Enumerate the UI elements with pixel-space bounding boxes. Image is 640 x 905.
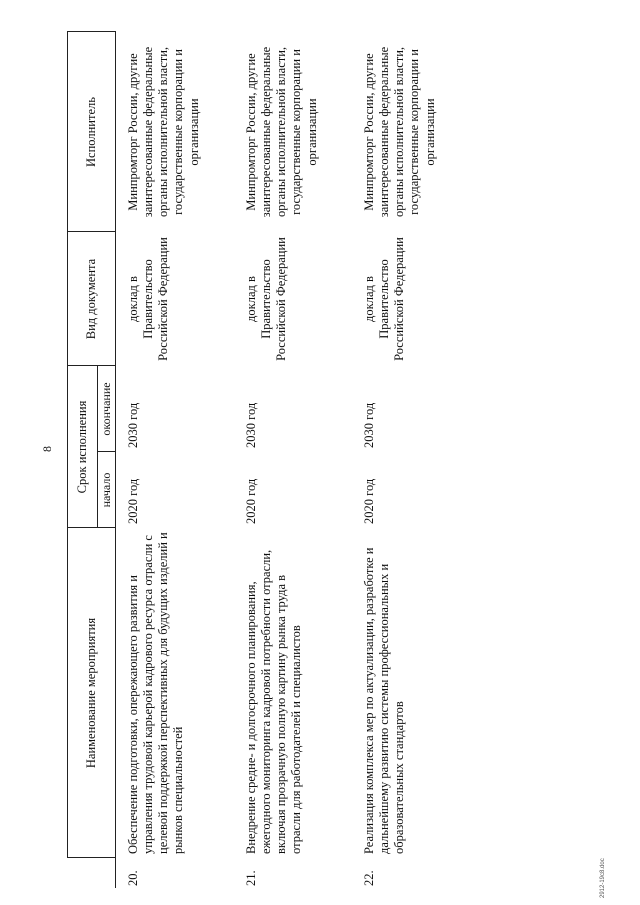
header-name: Наименование мероприятия: [68, 528, 116, 858]
header-term-end: окончание: [98, 366, 116, 452]
row-end: 2030 год: [361, 402, 376, 448]
header-term-start: начало: [98, 452, 116, 528]
row-number: 20.: [125, 870, 140, 886]
row-measure-name: Внедрение средне- и долгосрочного планирования, ежегодного мониторинга кадровой потребности отрасли, включая прозрачную полную картину рынка труда в отрасли для работодателей и специалистов: [243, 549, 304, 854]
row-executor: Минпромторг России, другие заинтересованные федеральные органы исполнительной власти, государственные корпорации и организации: [243, 46, 319, 218]
row-measure-name: Реализация комплекса мер по актуализации, разработке и дальнейшему развитию системы профессиональных и образовательных стандартов: [361, 547, 407, 854]
row-start: 2020 год: [361, 478, 376, 524]
row-doc-type: доклад в Правительство Российской Федерации: [125, 237, 171, 361]
measures-table: [67, 32, 476, 889]
row-executor: Минпромторг России, другие заинтересованные федеральные органы исполнительной власти, государственные корпорации и организации: [125, 46, 201, 218]
header-executor: Исполнитель: [68, 32, 116, 232]
row-doc-type: доклад в Правительство Российской Федерации: [243, 237, 289, 361]
table-row: [122, 32, 240, 888]
row-executor: Минпромторг России, другие заинтересованные федеральные органы исполнительной власти, государственные корпорации и организации: [361, 46, 437, 218]
footer-file-name: 2912-19c8.doc: [600, 858, 606, 898]
header-doc-type: Вид документа: [68, 232, 116, 366]
row-start: 2020 год: [125, 478, 140, 524]
table-row: [358, 32, 476, 888]
table-header: [68, 32, 116, 888]
row-number: 21.: [243, 870, 258, 886]
row-start: 2020 год: [243, 478, 258, 524]
header-num: [68, 858, 116, 888]
row-doc-type: доклад в Правительство Российской Федерации: [361, 237, 407, 361]
table-body: [115, 32, 476, 888]
table-row: [240, 32, 358, 888]
measures-table-container: [67, 32, 582, 888]
page-number: 8: [40, 446, 54, 452]
row-number: 22.: [361, 870, 376, 886]
row-end: 2030 год: [243, 402, 258, 448]
row-measure-name: Обеспечение подготовки, опережающего развития и управления трудовой карьерой кадрового ресурса отрасли с целевой поддержкой перспективных для будущих изделий и рынков специальностей: [125, 532, 186, 854]
row-end: 2030 год: [125, 402, 140, 448]
header-term: Срок исполнения: [68, 366, 98, 528]
